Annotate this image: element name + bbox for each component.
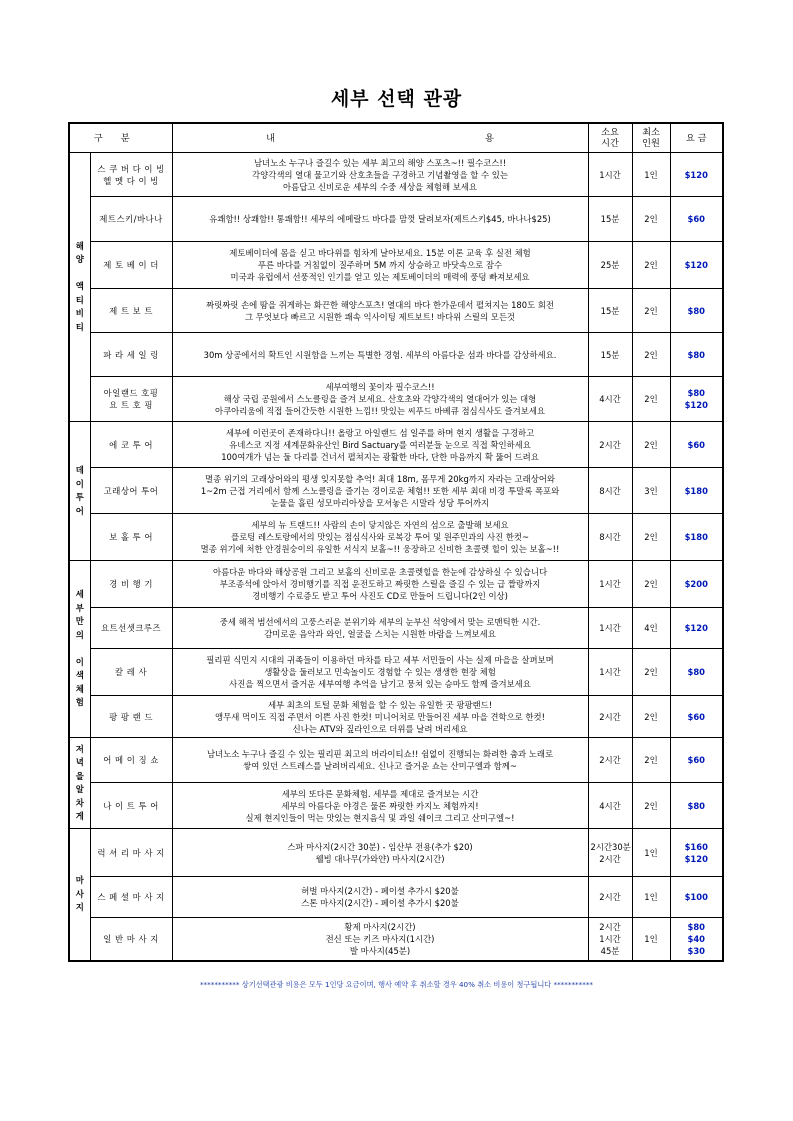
tour-name — [90, 738, 172, 783]
text-line: $120 — [684, 623, 708, 633]
tour-description — [172, 696, 588, 738]
tour-price — [670, 468, 723, 514]
tour-duration — [588, 918, 632, 961]
tour-price — [670, 333, 723, 377]
table-header-row — [69, 123, 723, 153]
text-line: 제 트 보 트 — [109, 305, 153, 316]
tour-min-people: 2인 — [632, 197, 670, 242]
table-row — [69, 738, 723, 783]
header-price: 요 금 — [670, 123, 723, 153]
text-line: 세부의 또다른 문화체험. 세부를 제대로 즐겨보는 시간 — [281, 788, 479, 799]
text-line: $60 — [687, 214, 705, 224]
text-line: $60 — [687, 439, 705, 450]
tour-description — [172, 289, 588, 333]
tour-price — [670, 608, 723, 649]
category-char: 양 — [75, 254, 84, 265]
table-row — [69, 289, 723, 333]
tour-duration — [588, 783, 632, 829]
tour-name — [90, 197, 172, 242]
category-char: 이 — [75, 478, 84, 489]
text-line: 15분 — [600, 349, 620, 360]
category-char: 마 — [75, 875, 84, 885]
text-line: 15분 — [600, 214, 620, 224]
table-row — [69, 608, 723, 649]
header-duration: 소요 시간 — [588, 123, 632, 153]
text-line: 1시간 — [599, 579, 621, 589]
tour-name — [90, 514, 172, 561]
text-line: 아일랜드 호핑 — [103, 388, 159, 398]
tour-duration — [588, 242, 632, 289]
tour-name — [90, 468, 172, 514]
text-line: 아쿠아리움에 직접 들어간듯한 시원한 느낌!! 맛있는 씨푸드 바베큐 점심식사도 즐겨보세요 — [215, 406, 546, 416]
category-char: 부 — [75, 602, 84, 613]
text-line: 유네스코 지정 세계문화유산인 Bird Sactuary를 여러분들 눈으로 직접 확인하세요 — [229, 439, 531, 450]
tour-name — [90, 608, 172, 649]
text-line: 플로팅 레스토랑에서의 맛있는 점심식사와 로복강 투어 및 원주민과의 사진 한컷~ — [231, 532, 529, 542]
text-line: $160 — [684, 841, 708, 852]
text-line: $100 — [684, 892, 708, 902]
text-line: $120 — [684, 169, 708, 180]
tour-description — [172, 468, 588, 514]
category-char: 투 — [75, 492, 84, 502]
text-line: 제토베이더에 몸을 싣고 바다위를 힘차게 날아보세요. 15분 이론 교육 후 실전 체험 — [229, 248, 531, 258]
text-line: 1시간 — [599, 933, 621, 944]
text-line: 제 토 베 이 더 — [103, 260, 159, 270]
text-line: $120 — [684, 853, 708, 864]
tour-min-people: 1인 — [632, 877, 670, 918]
category-char: 게 — [75, 811, 84, 821]
category-char: 액 — [75, 281, 84, 292]
text-line: 푸른 바다를 거침없이 질주하며 5M 까지 상승하고 바닷속으로 잠수 — [257, 260, 503, 270]
text-line: $60 — [687, 711, 705, 722]
table-row — [69, 783, 723, 829]
text-line: 세부에 이런곳이 존재하다니!! 올랑고 아일랜드 섬 일주를 하며 현지 생활을 구경하고 — [225, 427, 535, 438]
tour-price — [670, 829, 723, 877]
tour-duration — [588, 561, 632, 608]
text-line: 생활상을 둘러보고 민속놀이도 경험할 수 있는 생생한 현장 체험 — [264, 667, 496, 677]
tour-min-people: 2인 — [632, 561, 670, 608]
text-line: 미국과 유럽에서 선풍적인 인기를 얻고 있는 제토베이더의 매력에 풍덩 빠져보세요 — [230, 272, 530, 282]
tour-min-people: 2인 — [632, 289, 670, 333]
text-line: 세부의 뉴 트랜드!! 사람의 손이 닿지않은 자연의 섬으로 출발해 보세요 — [251, 520, 509, 530]
text-line: 세부의 아름다운 야경은 물론 짜릿한 카지노 체험까지! — [281, 800, 479, 811]
tour-price — [670, 153, 723, 197]
category-char: 지 — [75, 902, 84, 912]
tour-name — [90, 333, 172, 377]
tour-duration — [588, 877, 632, 918]
text-line: 1시간 — [599, 623, 621, 633]
category-cell — [69, 153, 90, 422]
category-char: 티 — [75, 294, 84, 305]
text-line: $180 — [684, 532, 708, 542]
text-line: 2시간 — [599, 921, 621, 932]
header-category: 구분 — [69, 123, 172, 153]
tour-price — [670, 918, 723, 961]
tour-min-people: 3인 — [632, 468, 670, 514]
tour-min-people: 2인 — [632, 649, 670, 696]
tour-name — [90, 783, 172, 829]
text-line: 고래상어 투어 — [103, 485, 159, 496]
text-line: 웰빙 대나무(가와얀) 마사지(2시간) — [315, 853, 445, 864]
text-line: $40 — [687, 933, 705, 944]
text-line: 아름다운 바다와 해상공원 그리고 보홀의 신비로운 초콜렛힐을 한눈에 감상하실 수 있습니다 — [212, 567, 548, 577]
text-line: 2시간 — [599, 439, 621, 450]
text-line: 나 이 트 투 어 — [103, 800, 159, 811]
text-line: 남녀노소 누구나 즐길수 있는 세부 최고의 해양 스포츠~!! 필수코스!! — [253, 157, 507, 168]
text-line: 유쾌함!! 상쾌함!! 통쾌함!! 세부의 에메랄드 바다를 맘껏 달려보자(제트스키$45, 바나나$25) — [209, 214, 551, 224]
text-line: 에 코 투 어 — [109, 439, 153, 450]
text-line: 파 라 세 일 링 — [103, 349, 159, 360]
tour-min-people: 2인 — [632, 514, 670, 561]
text-line: 감미로운 음악과 와인, 얼굴을 스치는 시원한 바람을 느껴보세요 — [264, 629, 496, 639]
text-line: 2시간 — [599, 892, 621, 902]
category-cell — [69, 561, 90, 738]
tour-price — [670, 877, 723, 918]
tour-duration — [588, 377, 632, 422]
text-line: 칼 레 사 — [114, 667, 148, 677]
category-char: 데 — [75, 465, 84, 475]
tour-name — [90, 918, 172, 961]
tour-min-people: 1인 — [632, 918, 670, 961]
category-char: 어 — [75, 505, 84, 516]
text-line: 눈물을 흘린 성모마리아상을 모셔놓은 시말라 성당 투어까지 — [270, 497, 490, 508]
tour-description — [172, 197, 588, 242]
tour-description — [172, 783, 588, 829]
text-line: $80 — [687, 388, 705, 398]
text-line: 요트선셋크루즈 — [100, 623, 162, 633]
text-line: $180 — [684, 485, 708, 496]
tour-description — [172, 738, 588, 783]
table-row — [69, 829, 723, 877]
tour-duration — [588, 197, 632, 242]
tour-min-people: 2인 — [632, 377, 670, 422]
text-line: 세부 최초의 토털 문화 체험을 할 수 있는 유일한 곳 팡팡랜드! — [267, 699, 493, 710]
category-char: 해 — [75, 240, 84, 251]
text-line: 제트스키/바나나 — [99, 214, 163, 224]
text-line: 사진을 찍으면서 즐거운 세부여행 추억을 남기고 뭉쳐 있는 승마도 함께 즐겨보세요 — [229, 679, 531, 689]
tour-duration — [588, 422, 632, 468]
category-char — [72, 642, 88, 656]
table-row — [69, 468, 723, 514]
text-line: 전신 또는 키즈 마사지(1시간) — [325, 933, 435, 944]
text-line: 신나는 ATV와 짚라인으로 더위를 날려 버리세요 — [292, 723, 468, 734]
text-line: 아름답고 신비로운 세부의 수중 세상을 체험해 보세요 — [283, 181, 477, 192]
tour-name — [90, 696, 172, 738]
category-char: 사 — [75, 888, 84, 899]
tour-name — [90, 153, 172, 197]
tour-name — [90, 422, 172, 468]
text-line: $60 — [687, 755, 705, 765]
tour-min-people: 2인 — [632, 783, 670, 829]
category-char: 알 — [75, 784, 84, 794]
category-char: 티 — [75, 321, 84, 332]
tour-price — [670, 197, 723, 242]
text-line: 발 마사지(45분) — [349, 945, 411, 956]
table-row — [69, 696, 723, 738]
tour-duration — [588, 696, 632, 738]
text-line: 1~2m 근접 거리에서 함께 스노클링을 즐기는 경이로운 체험!! 또한 세부 최대 비경 투말록 폭포와 — [200, 485, 560, 496]
category-char: 저 — [75, 743, 84, 754]
tour-duration — [588, 649, 632, 696]
text-line: $120 — [684, 260, 708, 270]
tour-min-people: 2인 — [632, 422, 670, 468]
text-line: 2시간 — [599, 853, 621, 864]
tour-min-people: 2인 — [632, 738, 670, 783]
category-char: 차 — [75, 797, 84, 808]
table-row — [69, 877, 723, 918]
text-line: $80 — [687, 921, 705, 932]
text-line: 앵무새 먹이도 직접 주면서 이쁜 사진 한컷! 미니어처로 만들어진 세부 마을 견학으로 한컷! — [215, 711, 545, 722]
tour-description — [172, 153, 588, 197]
tour-name — [90, 242, 172, 289]
text-line: 스 페 셜 마 사 지 — [97, 892, 165, 902]
table-row — [69, 649, 723, 696]
text-line: 스톤 마사지(2시간) - 페이셜 추가시 $20불 — [301, 898, 459, 908]
text-line: 100여개가 넘는 둘 다리를 건너서 펼쳐지는 광활한 바다, 단한 마음까지 확 뚫어 드려요 — [221, 451, 539, 462]
text-line: 쌓여 있던 스트레스를 날려버리세요. 신나고 즐거운 쇼는 산미구엘과 함께~ — [243, 761, 517, 771]
text-line: 25분 — [600, 260, 620, 270]
text-line: 짜릿짜릿 손에 땀을 쥐게하는 화끈한 해양스포츠! 열대의 바다 한가운데서 펼쳐지는 180도 회전 — [206, 299, 554, 310]
text-line: 허벌 마사지(2시간) - 페이셜 추가시 $20불 — [301, 886, 459, 896]
tour-description — [172, 242, 588, 289]
tour-duration — [588, 468, 632, 514]
tour-duration — [588, 608, 632, 649]
text-line: 부조종석에 앉아서 경비행기를 직접 운전도하고 짜릿한 스릴을 즐길 수 있는 급 짤랑까지 — [219, 579, 541, 589]
text-line: 경비행기 수료증도 받고 투어 사진도 CD로 만들어 드립니다(2인 이상) — [252, 591, 508, 601]
text-line: 황제 마사지(2시간) — [344, 921, 416, 932]
text-line: 헬 멧 다 이 빙 — [103, 175, 159, 186]
tour-table — [68, 122, 724, 962]
category-cell — [69, 738, 90, 829]
text-line: 해상 국립 공원에서 스노클링을 즐겨 보세요. 산호초와 각양각색의 열대어가 있는 대형 — [223, 394, 537, 404]
table-row — [69, 197, 723, 242]
tour-description — [172, 877, 588, 918]
header-content — [172, 123, 588, 153]
text-line: $200 — [684, 579, 708, 589]
tour-price — [670, 649, 723, 696]
header-content-left: 내 — [266, 132, 276, 144]
text-line: $80 — [687, 305, 705, 316]
tour-name — [90, 377, 172, 422]
tour-duration — [588, 333, 632, 377]
category-char: 세 — [75, 589, 84, 600]
text-line: 1시간 — [599, 169, 621, 180]
text-line: 일 반 마 사 지 — [103, 933, 159, 944]
category-char: 체 — [75, 683, 84, 694]
tour-name — [90, 877, 172, 918]
tour-description — [172, 514, 588, 561]
tour-duration — [588, 289, 632, 333]
table-row — [69, 561, 723, 608]
text-line: 팡 팡 랜 드 — [109, 711, 153, 722]
category-char: 이 — [75, 656, 84, 667]
text-line: 중세 해적 범선에서의 고풍스러운 분위기와 세부의 눈부신 석양에서 맞는 로맨틱한 시간. — [219, 617, 541, 627]
tour-description — [172, 829, 588, 877]
text-line: 어 메 이 징 쇼 — [103, 755, 159, 765]
category-char: 만 — [75, 616, 84, 627]
text-line: $80 — [687, 800, 705, 811]
text-line: 보 홀 투 어 — [109, 532, 153, 542]
text-line: 그 무엇보다 빠르고 시원한 쾌속 익사이팅 제트보트! 바다위 스릴의 모든것 — [245, 311, 516, 322]
category-char: 색 — [75, 670, 84, 681]
tour-min-people: 2인 — [632, 696, 670, 738]
tour-price — [670, 514, 723, 561]
text-line: 세부여행의 꽃이자 필수코스!! — [325, 382, 435, 392]
text-line: 45분 — [600, 945, 620, 956]
text-line: $30 — [687, 945, 705, 956]
text-line: 4시간 — [599, 394, 621, 404]
table-row — [69, 333, 723, 377]
text-line: 스파 마사지(2시간 30분) - 임산부 전용(추가 $20) — [287, 841, 473, 852]
table-row — [69, 242, 723, 289]
category-char: 녁 — [75, 757, 84, 767]
category-char: 을 — [75, 770, 84, 781]
tour-price — [670, 242, 723, 289]
tour-duration — [588, 738, 632, 783]
tour-price — [670, 738, 723, 783]
text-line: $80 — [687, 349, 705, 360]
text-line: 2시간 — [599, 755, 621, 765]
tour-min-people: 2인 — [632, 242, 670, 289]
tour-duration — [588, 829, 632, 877]
text-line: 멸종 위기에 처한 안경원숭이의 유일한 서식지 보홀~!! 웅장하고 신비한 초콜렛 힐이 있는 보홀~!! — [200, 544, 560, 554]
text-line: 8시간 — [599, 485, 621, 496]
text-line: 스 쿠 버 다 이 빙 — [97, 163, 165, 174]
footnote: *********** 상기선택관광 비용은 모두 1인당 요금이며, 행사 예약 후 취소할 경우 40% 취소 비용이 청구됩니다 *********** — [199, 980, 594, 989]
tour-description — [172, 649, 588, 696]
header-content-right: 용 — [485, 132, 494, 144]
table-row — [69, 377, 723, 422]
table-row — [69, 422, 723, 468]
category-char: 의 — [75, 629, 84, 640]
text-line: 15분 — [600, 305, 620, 316]
category-char — [72, 267, 88, 281]
tour-name — [90, 829, 172, 877]
tour-description — [172, 561, 588, 608]
category-cell — [69, 422, 90, 561]
tour-duration — [588, 153, 632, 197]
tour-name — [90, 561, 172, 608]
text-line: 요 트 호 핑 — [109, 400, 153, 410]
category-cell — [69, 829, 90, 961]
text-line: 2시간 — [599, 711, 621, 722]
tour-min-people: 2인 — [632, 333, 670, 377]
text-line: 4시간 — [599, 800, 621, 811]
text-line: 럭 셔 리 마 사 지 — [97, 847, 165, 858]
tour-price — [670, 696, 723, 738]
text-line: 실제 현지인들이 먹는 맛있는 현지음식 및 과일 쉐이크 그리고 산미구엘~! — [245, 812, 515, 823]
tour-description — [172, 608, 588, 649]
tour-min-people: 1인 — [632, 153, 670, 197]
text-line: 경 비 행 기 — [109, 579, 153, 589]
text-line: 멸종 위기의 고래상어와의 평생 잊지못할 추억! 최대 18m, 몸무게 20kg까지 자라는 고래상어와 — [205, 473, 556, 484]
tour-duration — [588, 514, 632, 561]
tour-min-people: 4인 — [632, 608, 670, 649]
text-line: 8시간 — [599, 532, 621, 542]
tour-price — [670, 377, 723, 422]
tour-min-people: 1인 — [632, 829, 670, 877]
text-line: 필리핀 식민지 시대의 귀족들이 이용하던 마차를 타고 세부 서민들이 사는 실제 마을을 살펴보며 — [206, 655, 554, 665]
table-row — [69, 918, 723, 961]
tour-price — [670, 422, 723, 468]
header-min-people: 최소 인원 — [632, 123, 670, 153]
page-title: 세부 선택 관광 — [330, 88, 463, 110]
table-row — [69, 514, 723, 561]
text-line: 남녀노소 누구나 즐길 수 있는 필리핀 최고의 버라이티쇼!! 쉼없이 진행되는 화려한 춤과 노래로 — [206, 749, 554, 759]
table-row — [69, 153, 723, 197]
tour-description — [172, 422, 588, 468]
text-line: 2시간30분 — [590, 841, 631, 852]
text-line: 1시간 — [599, 667, 621, 677]
tour-description — [172, 918, 588, 961]
text-line: 각양각색의 열대 물고기와 산호초들을 구경하고 기념촬영을 할 수 있는 — [252, 169, 508, 180]
tour-price — [670, 561, 723, 608]
tour-price — [670, 289, 723, 333]
tour-name — [90, 289, 172, 333]
tour-price — [670, 783, 723, 829]
text-line: 30m 상공에서의 확트인 시원함을 느끼는 특별한 경험. 세부의 아름다운 섬과 바다를 감상하세요. — [203, 349, 557, 360]
tour-description — [172, 333, 588, 377]
category-char: 험 — [75, 697, 84, 708]
category-char: 비 — [75, 308, 84, 319]
text-line: $80 — [687, 667, 705, 677]
tour-description — [172, 377, 588, 422]
text-line: $120 — [684, 400, 708, 410]
tour-name — [90, 649, 172, 696]
